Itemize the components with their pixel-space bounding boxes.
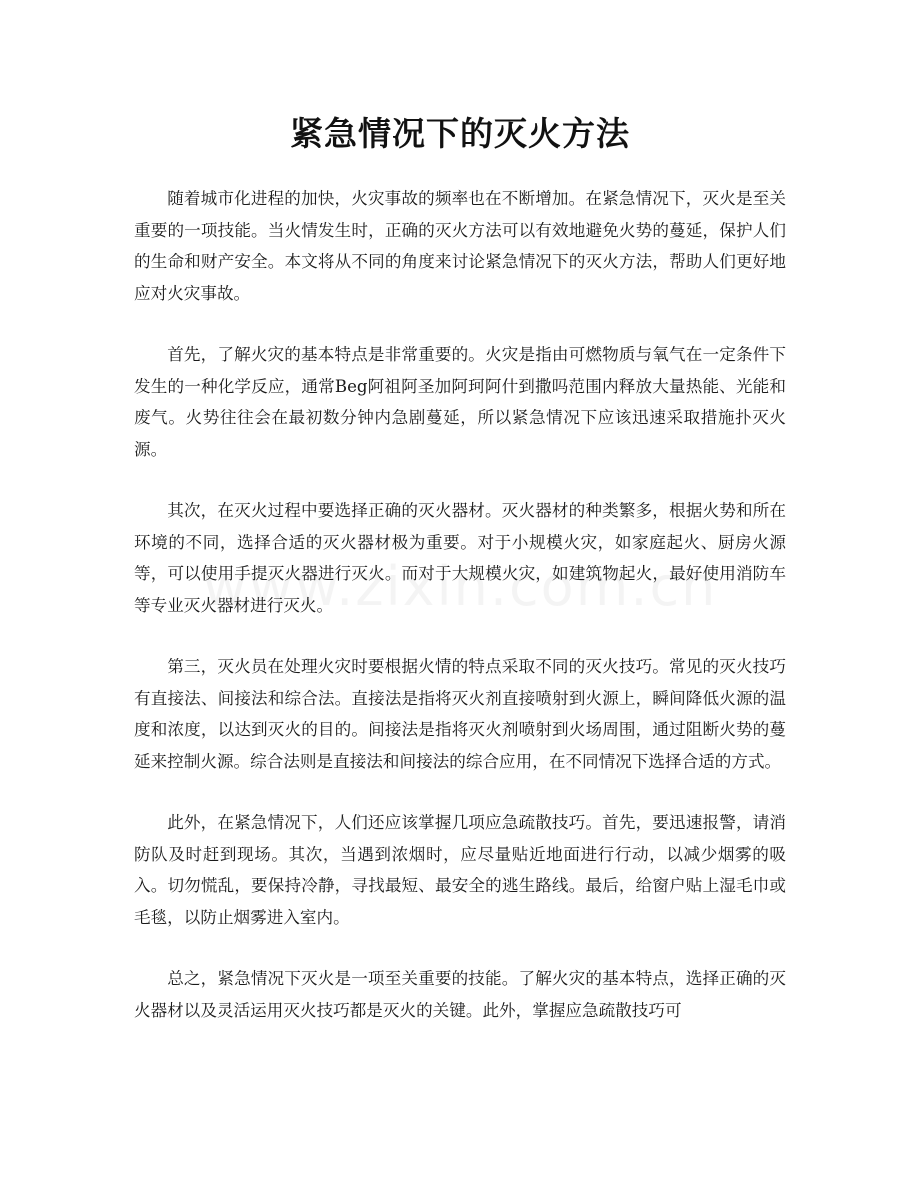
page-title: 紧急情况下的灭火方法 (290, 114, 630, 153)
paragraph-evacuation: 此外，在紧急情况下，人们还应该掌握几项应急疏散技巧。首先，要迅速报警，请消防队及时赶到现场。其次，当遇到浓烟时，应尽量贴近地面进行行动，以减少烟雾的吸入。切勿慌乱，要保持冷静，寻找最短、最安全的逃生路线。最后，给窗户贴上湿毛巾或毛毯，以防止烟雾进入室内。 (134, 813, 786, 927)
paragraph-intro: 随着城市化进程的加快，火灾事故的频率也在不断增加。在紧急情况下，灭火是至关重要的一项技能。当火情发生时，正确的灭火方法可以有效地避免火势的蔓延，保护人们的生命和财产安全。本文将从不同的角度来讨论紧急情况下的灭火方法，帮助人们更好地应对火灾事故。 (134, 189, 786, 303)
paragraph-equipment: 其次，在灭火过程中要选择正确的灭火器材。灭火器材的种类繁多，根据火势和所在环境的不同，选择合适的灭火器材极为重要。对于小规模火灾，如家庭起火、厨房火源等，可以使用手提灭火器进行灭火。而对于大规模火灾，如建筑物起火，最好使用消防车等专业灭火器材进行灭火。 (134, 501, 786, 615)
paragraph-conclusion: 总之，紧急情况下灭火是一项至关重要的技能。了解火灾的基本特点，选择正确的灭火器材以及灵活运用灭火技巧都是灭火的关键。此外，掌握应急疏散技巧可 (134, 969, 786, 1020)
paragraph-fire-characteristics: 首先，了解火灾的基本特点是非常重要的。火灾是指由可燃物质与氧气在一定条件下发生的一种化学反应，通常Beg阿祖阿圣加阿珂阿什到撒吗范围内释放大量热能、光能和废气。火势往往会在最初数分钟内急剧蔓延，所以紧急情况下应该迅速采取措施扑灭火源。 (134, 345, 786, 459)
paragraph-techniques: 第三，灭火员在处理火灾时要根据火情的特点采取不同的灭火技巧。常见的灭火技巧有直接法、间接法和综合法。直接法是指将灭火剂直接喷射到火源上，瞬间降低火源的温度和浓度，以达到灭火的目的。间接法是指将灭火剂喷射到火场周围，通过阻断火势的蔓延来控制火源。综合法则是直接法和间接法的综合应用，在不同情况下选择合适的方式。 (134, 657, 786, 771)
document-body (134, 183, 786, 1056)
